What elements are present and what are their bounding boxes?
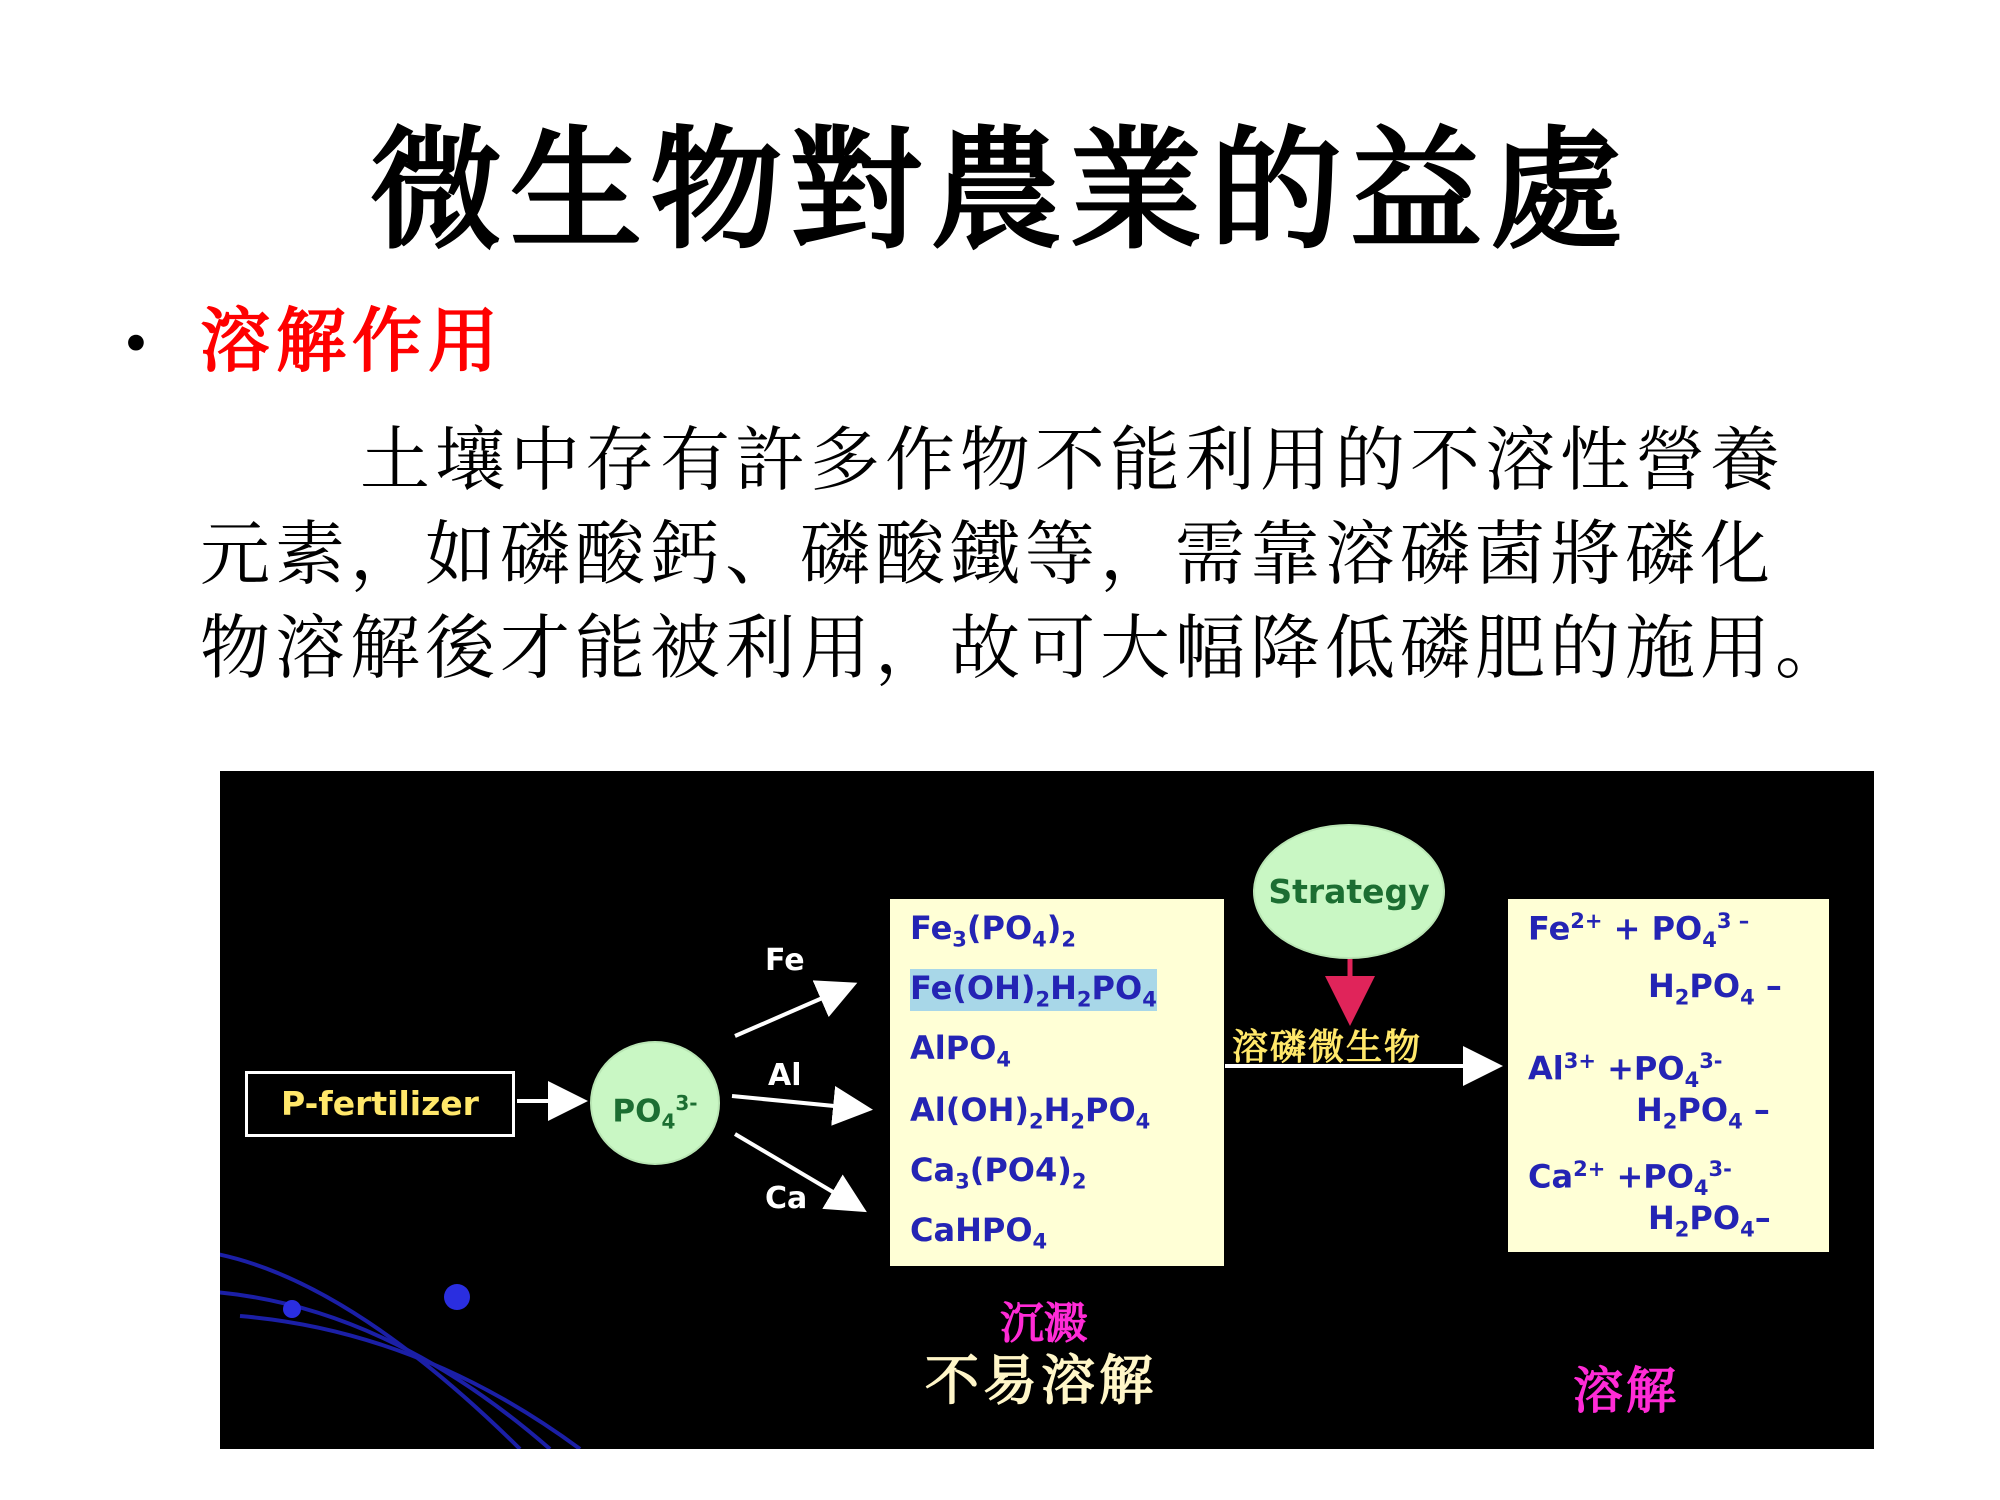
paragraph-line-3: 物溶解後才能被利用，故可大幅降低磷肥的施用。 (200, 607, 1850, 689)
hard-to-dissolve-label: 不易溶解 (925, 1348, 1157, 1412)
precipitate-label: 沉澱 (1000, 1298, 1088, 1349)
dissolved-ions-box (1508, 899, 1829, 1252)
compound-cahpo4: CaHPO$_4$ (910, 1211, 1048, 1254)
compound-fe-oh2-h2po4: $Fe(OH)_2H_2PO_4$ (910, 969, 1157, 1012)
element-fe-label: Fe (765, 943, 805, 978)
orbit-dot (283, 1300, 301, 1318)
ion-h2po4-3: $H_2PO_4-$ (1648, 1199, 1771, 1242)
dissolved-label: 溶解 (1573, 1361, 1679, 1420)
ion-al3-po4: $Al^{3+} +PO_4^{3-}$ (1528, 1049, 1723, 1093)
phosphate-solubilization-diagram (220, 771, 1874, 1449)
ion-h2po4-2: $H_2PO_4$ – (1636, 1091, 1770, 1134)
element-ca-label: Ca (765, 1181, 808, 1216)
compound-al-oh2-h2po4: $Al(OH)_2H_2PO_4$ (910, 1091, 1151, 1134)
decorative-orbits (220, 1251, 580, 1449)
compound-fe3po42: $Fe_3(PO_4)_2$ (910, 909, 1077, 952)
ion-fe2-po4: $Fe^{2+} + PO_4^{3 -}$ (1528, 909, 1750, 953)
paragraph-line-2: 元素，如磷酸鈣、磷酸鐵等，需靠溶磷菌將磷化 (200, 513, 1775, 595)
orbit-dot (444, 1284, 470, 1310)
element-al-label: Al (768, 1058, 802, 1093)
compound-alpo4: AlPO$_4$ (910, 1029, 1012, 1072)
ion-h2po4-1: $H_2PO_4$ – (1648, 967, 1782, 1010)
bullet-heading: 溶解作用 (200, 299, 504, 382)
strategy-ellipse: Strategy (1253, 824, 1445, 959)
phosphate-ion-circle: $PO_4^{3-}$ (590, 1041, 720, 1165)
bullet-marker: • (120, 313, 152, 376)
paragraph-line-1: 土壤中存有許多作物不能利用的不溶性營養 (360, 419, 1785, 501)
arrow-fe (735, 986, 850, 1036)
p-fertilizer-box: P-fertilizer (245, 1071, 515, 1137)
precipitate-compounds-box (890, 899, 1224, 1266)
microbe-label: 溶磷微生物 (1232, 1026, 1423, 1068)
slide-title: 微生物對農業的益處 (370, 113, 1630, 268)
body-paragraph (200, 413, 1910, 695)
arrow-al (732, 1096, 865, 1109)
ion-ca2-po4: $Ca^{2+} +PO_4^{3-}$ (1528, 1157, 1732, 1201)
compound-ca3po42: $Ca_3(PO4)_2$ (910, 1151, 1087, 1194)
